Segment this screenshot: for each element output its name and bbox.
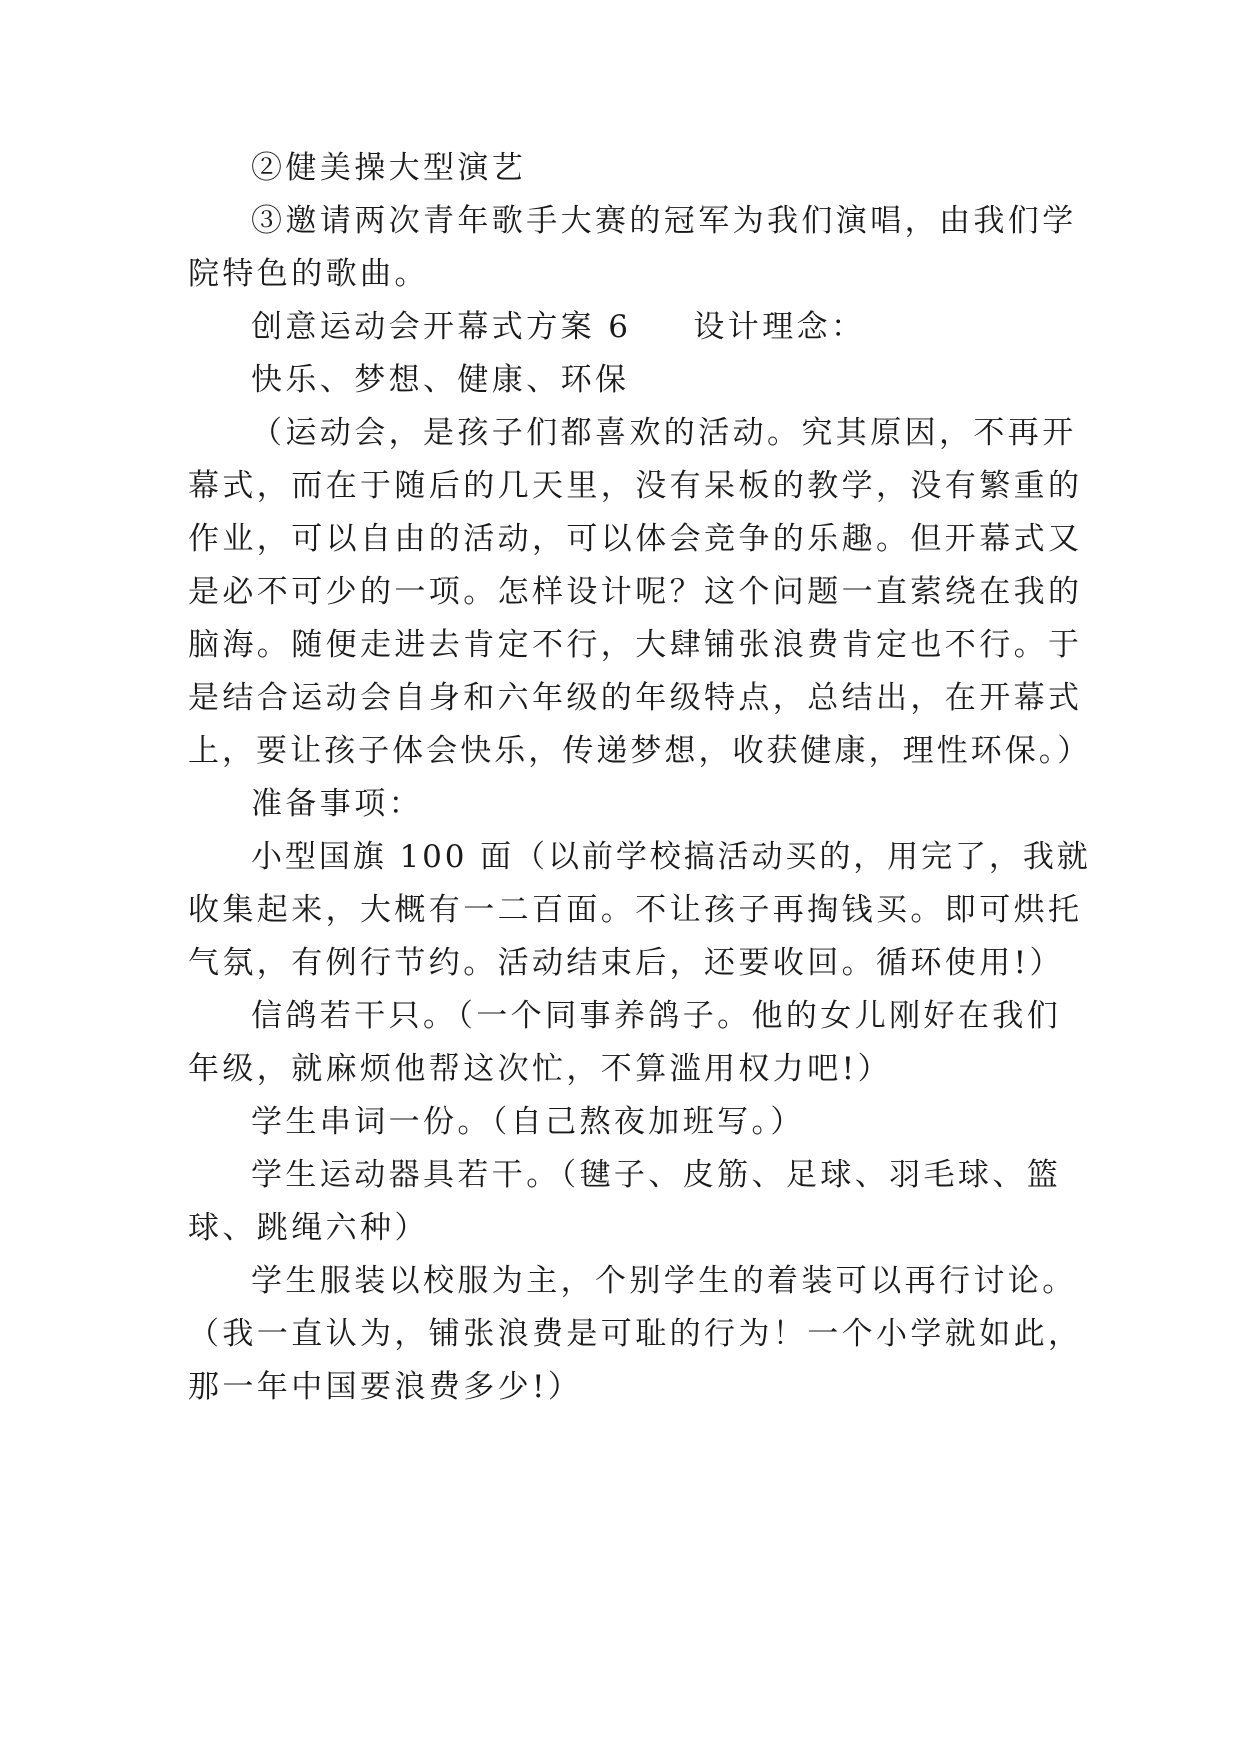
text-line: ②健美操大型演艺 — [251, 150, 527, 186]
section-heading: 创意运动会开幕式方案 6 — [251, 309, 632, 345]
text-line: 收集起来，大概有一二百面。不让孩子再掏钱买。即可烘托 — [188, 892, 1083, 928]
text-line: 是必不可少的一项。怎样设计呢？这个问题一直萦绕在我的 — [188, 574, 1083, 610]
text-line: 学生串词一份。（自己熬夜加班写。） — [251, 1104, 805, 1140]
section-heading-line — [251, 307, 865, 347]
text-line: 是结合运动会自身和六年级的年级特点，总结出，在开幕式 — [188, 680, 1083, 716]
text-line: ③邀请两次青年歌手大赛的冠军为我们演唱，由我们学 — [251, 203, 1077, 239]
text-line: 学生运动器具若干。（毽子、皮筋、足球、羽毛球、篮 — [251, 1157, 1062, 1193]
text-line: 脑海。随便走进去肯定不行，大肆铺张浪费肯定也不行。于 — [188, 627, 1083, 663]
design-concept-label: 设计理念： — [693, 309, 866, 345]
text-line: 气氛，有例行节约。活动结束后，还要收回。循环使用!） — [188, 945, 1064, 981]
text-line: 院特色的歌曲。 — [188, 256, 429, 292]
text-line: 作业，可以自由的活动，可以体会竞争的乐趣。但开幕式又 — [188, 521, 1083, 557]
text-line: 那一年中国要浪费多少!） — [188, 1369, 583, 1405]
text-line: 小型国旗 100 面（以前学校搞活动买的，用完了，我就 — [251, 839, 1091, 875]
text-line: 球、跳绳六种） — [188, 1210, 429, 1246]
text-line: （我一直认为，铺张浪费是可耻的行为！一个小学就如此， — [188, 1316, 1083, 1352]
text-line: （运动会，是孩子们都喜欢的活动。究其原因，不再开 — [251, 415, 1077, 451]
text-line: 学生服装以校服为主，个别学生的着装可以再行讨论。 — [251, 1263, 1077, 1299]
text-line: 信鸽若干只。（一个同事养鸽子。他的女儿刚好在我们 — [251, 998, 1062, 1034]
text-line: 快乐、梦想、健康、环保 — [251, 362, 630, 398]
text-line: 上，要让孩子体会快乐，传递梦想，收获健康，理性环保。） — [188, 733, 1092, 769]
text-line: 准备事项： — [251, 786, 423, 822]
text-line: 幕式，而在于随后的几天里，没有呆板的教学，没有繁重的 — [188, 468, 1083, 504]
text-line: 年级，就麻烦他帮这次忙，不算滥用权力吧!） — [188, 1051, 892, 1087]
